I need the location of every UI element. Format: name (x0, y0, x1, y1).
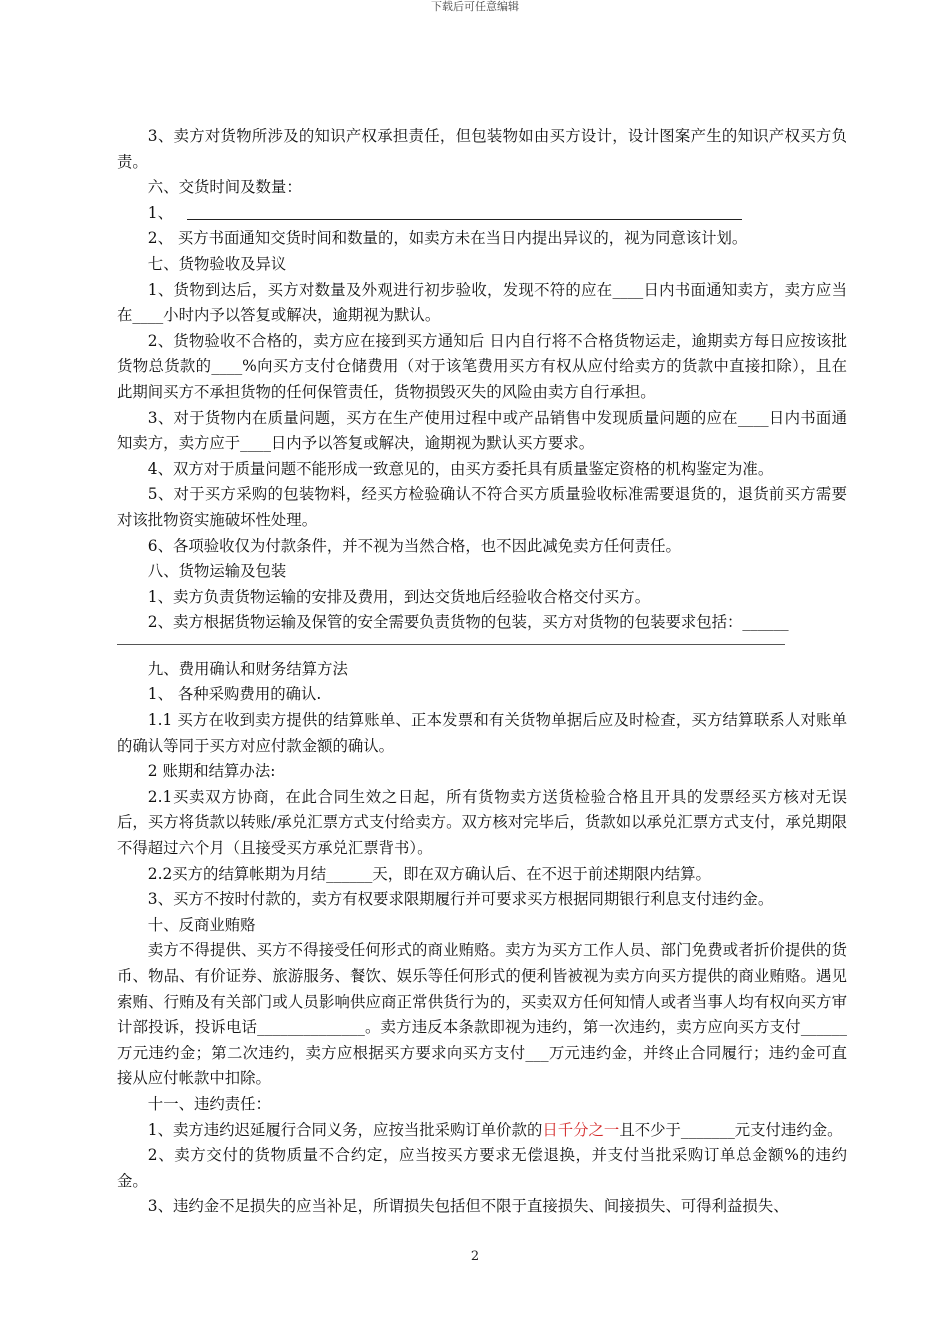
paragraph: 1、货物到达后，买方对数量及外观进行初步验收，发现不符的应在____日内书面通知卖方，卖方应当在____小时内予以答复或解决，逾期视为默认。 (117, 280, 847, 325)
text-segment: 且不少于_______元支付违约金。 (619, 1120, 843, 1139)
page-number: 2 (470, 1249, 480, 1264)
paragraph: 1、 各种采购费用的确认. (147, 685, 322, 704)
section-heading: 十一、违约责任： (147, 1094, 271, 1113)
highlighted-text: 日千分之一 (542, 1120, 620, 1139)
section-heading: 十、反商业贿赂 (147, 915, 256, 934)
paragraph: 2 账期和结算办法: (147, 762, 276, 781)
section-heading: 七、货物验收及异议 (147, 254, 287, 273)
page-header: 下载后可任意编辑 (431, 0, 519, 13)
paragraph: 3、买方不按时付款的，卖方有权要求限期履行并可要求买方根据同期银行利息支付违约金。 (147, 890, 774, 909)
paragraph: 1、卖方负责货物运输的安排及费用，到达交货地后经验收合格交付买方。 (147, 587, 651, 606)
fill-in-blank (187, 203, 742, 220)
paragraph: 2、 买方书面通知交货时间和数量的，如卖方未在当日内提出异议的，视为同意该计划。 (147, 229, 748, 248)
text-segment: 1、卖方违约迟延履行合同义务，应按当批采购订单价款的 (147, 1120, 543, 1139)
paragraph: 3、违约金不足损失的应当补足，所谓损失包括但不限于直接损失、间接损失、可得利益损失、 (147, 1197, 789, 1216)
section-heading: 六、交货时间及数量： (147, 178, 302, 197)
paragraph: 4、双方对于质量问题不能形成一致意见的，由买方委托具有质量鉴定资格的机构鉴定为准。 (147, 459, 774, 478)
paragraph: 5、对于买方采购的包装物料，经买方检验确认不符合买方质量验收标准需要退货的，退货前买方需要对该批物资实施破坏性处理。 (117, 485, 847, 529)
fill-in-line (117, 644, 785, 645)
paragraph-with-highlight (117, 1118, 847, 1144)
paragraph: 1.1 买方在收到卖方提供的结算账单、正本发票和有关货物单据后应及时检查，买方结算联系人对账单的确认等同于买方对应付款金额的确认。 (117, 711, 847, 755)
paragraph: 2、货物验收不合格的，卖方应在接到买方通知后 日内自行将不合格货物运走，逾期卖方每日应按该批货物总货款的____%向买方支付仓储费用（对于该笔费用买方有权从应付给卖方的货款中直接扣除），且在此期间买方不承担货物的任何保管责任，货物损毁灭失的风险由卖方自行承担。 (117, 331, 847, 401)
section-heading: 八、货物运输及包装 (147, 562, 287, 581)
paragraph: 2.2买方的结算帐期为月结______天，即在双方确认后、在不迟于前述期限内结算。 (147, 864, 711, 883)
paragraph: 3、卖方对货物所涉及的知识产权承担责任，但包装物如由买方设计，设计图案产生的知识产权买方负责。 (117, 127, 847, 171)
paragraph: 2.1买卖双方协商，在此合同生效之日起，所有货物卖方送货检验合格且开具的发票经买方核对无误后，买方将货款以转账/承兑汇票方式支付给卖方。双方核对完毕后，货款如以承兑汇票方式支付，承兑期限不得超过六个月（且接受买方承兑汇票背书）。 (117, 787, 847, 858)
paragraph: 3、对于货物内在质量问题，买方在生产使用过程中或产品销售中发现质量问题的应在____日内书面通知卖方，卖方应于____日内予以答复或解决，逾期视为默认买方要求。 (117, 408, 847, 453)
paragraph: 2、卖方交付的货物质量不合约定，应当按买方要求无偿退换，并支付当批采购订单总金额%的违约金。 (117, 1146, 847, 1190)
paragraph: 6、各项验收仅为付款条件，并不视为当然合格，也不因此减免卖方任何责任。 (147, 536, 681, 555)
document-body (117, 124, 847, 1220)
paragraph: 2、卖方根据货物运输及保管的安全需要负责货物的包装，买方对货物的包装要求包括：______ (147, 613, 789, 632)
section-heading: 九、费用确认和财务结算方法 (147, 659, 348, 678)
paragraph-with-blank (117, 201, 847, 227)
item-number: 1、 (147, 203, 173, 222)
paragraph: 卖方不得提供、买方不得接受任何形式的商业贿赂。卖方为买方工作人员、部门免费或者折价提供的货币、物品、有价证券、旅游服务、餐饮、娱乐等任何形式的便利皆被视为卖方向买方提供的商业贿赂。遇见索贿、行贿及有关部门或人员影响供应商正常供货行为的，买卖双方任何知情人或者当事人均有权向买方审计部投诉，投诉电话______________。卖方违反本条款即视为违约，第一次违约，卖方应向买方支付______万元违约金；第二次违约，卖方应根据买方要求向买方支付___万元违约金，并终止合同履行；违约金可直接从应付帐款中扣除。 (117, 941, 847, 1088)
